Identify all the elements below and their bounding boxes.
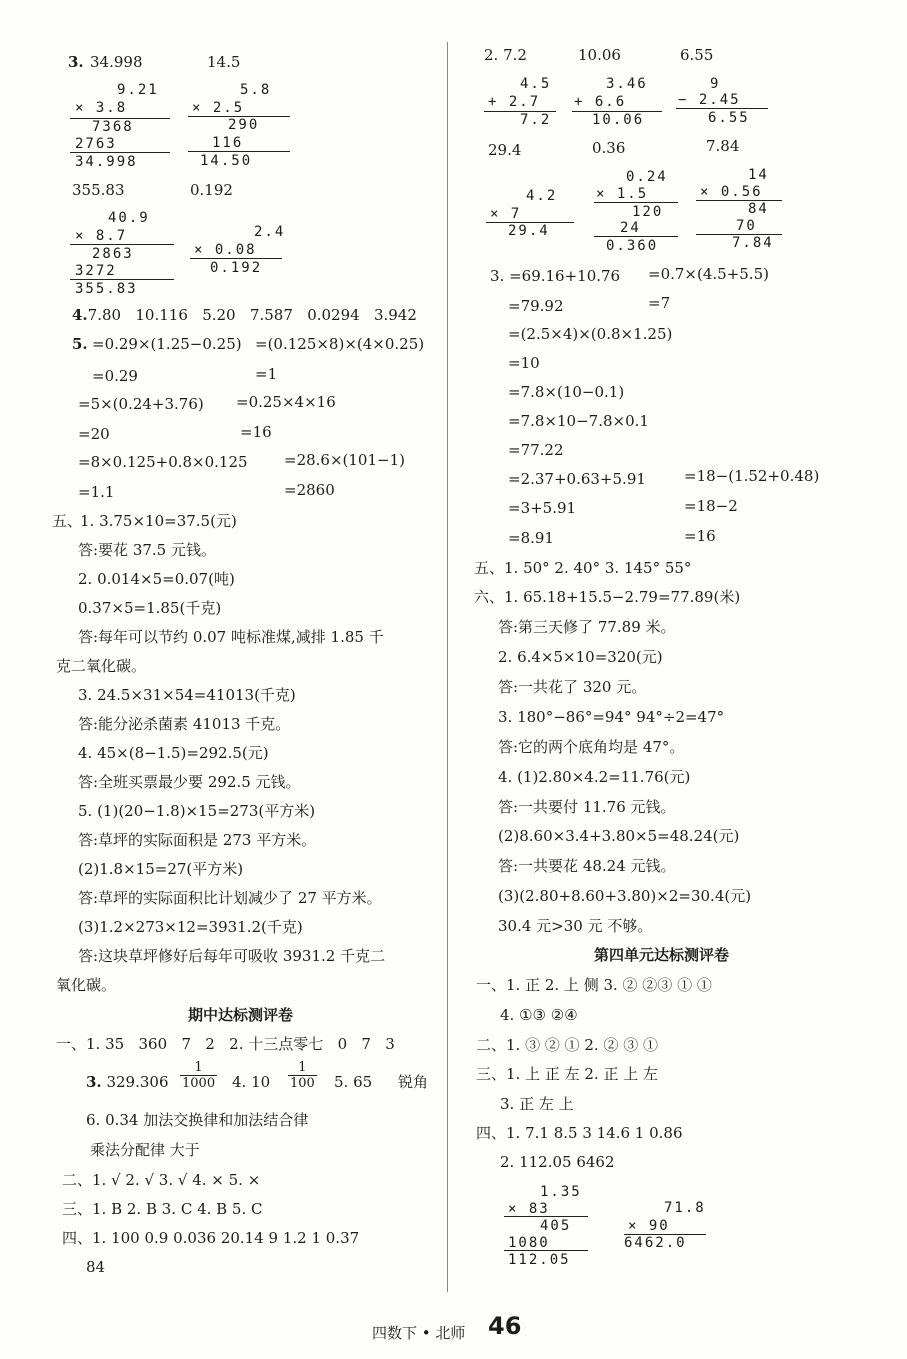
page-number: 46 [488,1312,522,1340]
calc6-line: 10.06 [592,112,645,128]
calc9-line: 0.360 [606,238,659,254]
mid-q6: 6. 0.34 加法交换律和加法结合律 [86,1111,309,1129]
footer-label: 四数下 • 北师 [372,1324,466,1342]
calc8-line: × 7 [490,206,522,222]
calc11-line: 405 [540,1218,572,1234]
calc10-rule [696,200,782,201]
r-q2b-b: 0.36 [592,139,626,157]
r-q3-line: =3+5.91 [508,499,577,517]
calc12-line: × 90 [628,1218,670,1234]
s5-line: 答:要花 37.5 元钱。 [78,541,216,559]
r-q3-line: =79.92 [508,297,564,315]
mid-q5b: 锐角 [398,1073,429,1091]
fraction-1-1000: $\frac{1}{1000}$ [182,1060,216,1091]
u4-line: 4. ①③ ②④ [500,1006,578,1024]
calc2-line: 116 [212,135,244,151]
calc3-line: 40.9 [108,210,150,226]
s5-line: 答:这块草坪修好后每年可吸收 3931.2 千克二 [78,947,386,965]
mid-q6b: 乘法分配律 大于 [90,1141,200,1159]
r-s6-line: 30.4 元>30 元 不够。 [498,917,653,935]
r-s6-line: 2. 6.4×5×10=320(元) [498,648,663,666]
s5-line: 克二氧化碳。 [56,657,147,675]
q5-line: =0.29 [92,367,138,385]
calc3-line: × 8.7 [75,228,128,244]
s5-line: (2)1.8×15=27(平方米) [78,860,244,878]
u4-line: 三、1. 上 正 左 2. 正 上 左 [476,1065,659,1083]
s5-line: 5. (1)(20−1.8)×15=273(平方米) [78,802,316,820]
s5-line: 4. 45×(8−1.5)=292.5(元) [78,744,269,762]
mid-q3-label: 3. 329.306 [86,1073,169,1091]
calc3-line: 2863 [92,246,134,262]
section5-label: 五、 [52,512,83,530]
u4-line: 2. 112.05 6462 [500,1153,615,1171]
calc1-line: 7368 [92,119,134,135]
r-q3-line: =7.8×10−7.8×0.1 [508,412,649,430]
calc9-line: 120 [632,204,664,220]
calc3-line: 355.83 [75,281,138,297]
calc1-line: 2763 [75,136,117,152]
midterm-title: 期中达标测评卷 [188,1006,294,1024]
calc7-line: 9 [710,76,721,92]
q3-label: 3. [68,53,84,71]
r-q2-c: 6.55 [680,46,714,64]
calc7-line: 6.55 [708,110,750,126]
s5-line: 氧化碳。 [56,976,117,994]
q5-line: =16 [240,423,272,441]
s5-line: 答:草坪的实际面积是 273 平方米。 [78,831,317,849]
calc1-line: × 3.8 [75,100,128,116]
q5-line: =2860 [284,481,335,499]
calc8-line: 4.2 [526,188,558,204]
q5-line: =28.6×(101−1) [284,451,405,469]
calc6-line: 3.46 [606,76,648,92]
s5-line: 答:草坪的实际面积比计划减少了 27 平方米。 [78,889,382,907]
r-q3-line: =18−(1.52+0.48) [684,467,820,485]
r-q3-line: =0.7×(4.5+5.5) [648,265,769,283]
calc11-line: 1080 [508,1235,550,1251]
calc3-line: 3272 [75,263,117,279]
r-q3-line: 3. =69.16+10.76 [490,267,621,285]
r-s6-line: 答:一共花了 320 元。 [498,678,647,696]
s5-line: 0.37×5=1.85(千克) [78,599,222,617]
s5-line: 2. 0.014×5=0.07(吨) [78,570,235,588]
r-s6-line: (3)(2.80+8.60+3.80)×2=30.4(元) [498,887,752,905]
r-s6-line: 答:它的两个底角均是 47°。 [498,738,685,756]
r-section5: 五、1. 50° 2. 40° 3. 145° 55° [474,559,692,577]
r-q3-line: =8.91 [508,529,554,547]
q5-line: =8×0.125+0.8×0.125 [78,453,248,471]
r-s6-line: 答:第三天修了 77.89 米。 [498,618,676,636]
calc2-line: 290 [228,117,260,133]
r-q3-line: =18−2 [684,497,738,515]
calc6-line: + 6.6 [574,94,627,110]
r-s6-line: (2)8.60×3.4+3.80×5=48.24(元) [498,827,740,845]
calc5-line: + 2.7 [488,94,541,110]
u4-line: 3. 正 左 上 [500,1095,574,1113]
r-q2b-a: 29.4 [488,141,522,159]
q3-answer3: 355.83 [72,181,125,199]
r-q2b-c: 7.84 [706,137,740,155]
r-q3-line: =(2.5×4)×(0.8×1.25) [508,325,673,343]
r-q2-a: 2. 7.2 [484,46,527,64]
mid-section3: 三、1. B 2. B 3. C 4. B 5. C [62,1200,263,1218]
r-s6-line: 六、1. 65.18+15.5−2.79=77.89(米) [474,588,741,606]
calc4-line: × 0.08 [194,242,257,258]
u4-line: 四、1. 7.1 8.5 3 14.6 1 0.86 [476,1124,683,1142]
calc7-line: − 2.45 [678,92,741,108]
q3-answer2: 14.5 [207,53,241,71]
s5-line: 答:全班买票最少要 292.5 元钱。 [78,773,301,791]
mid-section2: 二、1. √ 2. √ 3. √ 4. × 5. × [62,1171,261,1189]
s5-line: 答:每年可以节约 0.07 吨标准煤,减排 1.85 千 [78,628,384,646]
q4-row: 4.7.80 10.116 5.20 7.587 0.0294 3.942 [72,306,417,324]
fraction-1-100: $\frac{1}{100}$ [290,1060,315,1091]
mid-section4: 四、1. 100 0.9 0.036 20.14 9 1.2 1 0.37 [62,1229,360,1247]
calc10-line: 14 [748,167,769,183]
calc9-line: 0.24 [626,169,668,185]
r-s6-line: 4. (1)2.80×4.2=11.76(元) [498,768,691,786]
calc1-line: 9.21 [117,82,159,98]
r-q3-line: =77.22 [508,441,564,459]
u4-line: 二、1. ③ ② ① 2. ② ③ ① [476,1036,659,1054]
calc4-line: 2.4 [254,224,286,240]
r-s6-line: 答:一共要付 11.76 元钱。 [498,798,676,816]
calc2-line: 14.50 [200,153,253,169]
r-q3-line: =16 [684,527,716,545]
r-q2-b: 10.06 [578,46,621,64]
q5-line: =20 [78,425,110,443]
s5-line: 1. 3.75×10=37.5(元) [80,512,237,530]
r-q3-line: =7.8×(10−0.1) [508,383,625,401]
calc10-line: 84 [748,201,769,217]
q3-answer4: 0.192 [190,181,233,199]
calc9-line: × 1.5 [596,186,649,202]
calc9-line: 24 [620,220,641,236]
q5-line: =(0.125×8)×(4×0.25) [255,335,425,353]
calc11-line: 1.35 [540,1184,582,1200]
column-divider [447,42,448,1292]
calc4-line: 0.192 [210,260,263,276]
r-s6-line: 3. 180°−86°=94° 94°÷2=47° [498,708,725,726]
q5-label: 5. [72,335,88,353]
q5-line: =0.29×(1.25−0.25) [92,335,242,353]
calc12-line: 6462.0 [624,1235,687,1251]
mid-section1: 一、1. 35 360 7 2 2. 十三点零七 0 7 3 [56,1035,395,1053]
calc1-line: 34.998 [75,154,138,170]
q5-line: =1 [255,365,278,383]
r-q3-line: =7 [648,294,671,312]
calc2-line: 5.8 [240,82,272,98]
mid-q4: 4. 10 [232,1073,271,1091]
calc11-line: × 83 [508,1201,550,1217]
s5-line: 3. 24.5×31×54=41013(千克) [78,686,296,704]
calc12-line: 71.8 [664,1200,706,1216]
calc2-line: × 2.5 [192,100,245,116]
r-q3-line: =10 [508,354,540,372]
q3-answer1: 34.998 [90,53,143,71]
s5-line: (3)1.2×273×12=3931.2(千克) [78,918,303,936]
q5-line: =1.1 [78,483,115,501]
calc8-line: 29.4 [508,223,550,239]
calc10-line: × 0.56 [700,184,763,200]
s5-line: 答:能分泌杀菌素 41013 千克。 [78,715,291,733]
calc10-line: 7.84 [732,235,774,251]
r-q3-line: =2.37+0.63+5.91 [508,470,646,488]
mid-q5: 5. 65 [334,1073,373,1091]
calc5-line: 7.2 [520,112,552,128]
mid-section4b: 84 [86,1258,106,1276]
calc11-line: 112.05 [508,1252,571,1268]
calc5-line: 4.5 [520,76,552,92]
r-s6-line: 答:一共要花 48.24 元钱。 [498,857,676,875]
u4-line: 一、1. 正 2. 上 侧 3. ② ②③ ① ① [476,976,712,994]
q5-line: =0.25×4×16 [236,393,336,411]
q5-line: =5×(0.24+3.76) [78,395,204,413]
unit4-title: 第四单元达标测评卷 [594,946,730,964]
calc10-line: 70 [736,218,757,234]
